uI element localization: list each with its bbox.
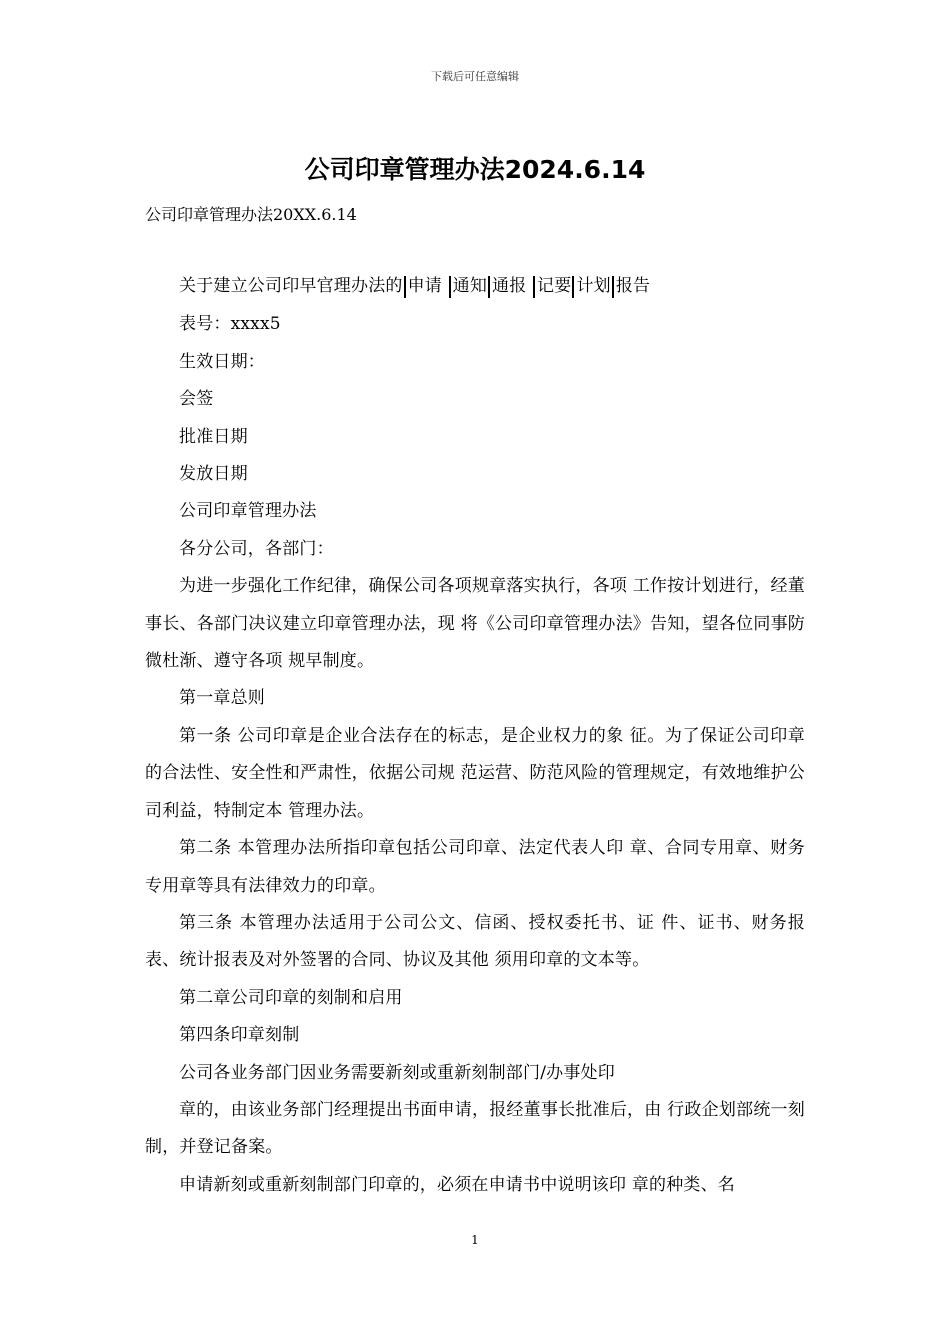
document-type-line xyxy=(145,268,805,306)
paragraph: 第一条 公司印章是企业合法存在的标志，是企业权力的象 征。为了保证公司印章的合法性、安全性和严肃性，依据公司规 范运营、防范风险的管理规定，有效地维护公司利益，特制定本 管理办法。 xyxy=(145,725,805,821)
document-title: 公司印章管理办法2024.6.14 xyxy=(304,155,646,184)
checkbox-2[interactable] xyxy=(488,276,490,298)
chapter-heading: 第一章总则 xyxy=(179,688,265,709)
paragraph: 第二条 本管理办法所指印章包括公司印章、法定代表人印 章、合同专用章、财务专用章等具有法律效力的印章。 xyxy=(145,838,805,896)
checkbox-label-0: 申请 xyxy=(407,276,448,296)
header-note: 下载后可任意编辑 xyxy=(431,70,519,83)
countersign: 会签 xyxy=(179,389,214,410)
page-number: 1 xyxy=(471,1233,479,1247)
paragraph: 申请新刻或重新刻制部门印章的，必须在申请书中说明该印 章的种类、名 xyxy=(179,1174,736,1195)
checkbox-label-5: 报告 xyxy=(615,276,651,296)
salutation: 各分公司，各部门： xyxy=(179,538,334,559)
checkbox-4[interactable] xyxy=(572,276,574,298)
checkbox-label-1: 通知 xyxy=(452,276,488,296)
section-heading: 公司印章管理办法 xyxy=(179,501,317,522)
paragraph: 章的，由该业务部门经理提出书面申请，报经董事长批准后，由 行政企划部统一刻制，并登记备案。 xyxy=(145,1099,805,1158)
issue-date: 发放日期 xyxy=(179,464,248,485)
chapter-heading: 第二章公司印章的刻制和启用 xyxy=(179,987,403,1008)
form-number: 表号：xxxx5 xyxy=(179,314,281,335)
checkbox-label-3: 记要 xyxy=(537,276,572,296)
paragraph: 公司各业务部门因业务需要新刻或重新刻制部门/办事处印 xyxy=(179,1062,615,1083)
document-subtitle: 公司印章管理办法20XX.6.14 xyxy=(145,205,357,224)
checkbox-1[interactable] xyxy=(449,276,451,298)
approval-date: 批准日期 xyxy=(179,426,248,447)
checkbox-3[interactable] xyxy=(533,276,535,298)
checkbox-label-4: 计划 xyxy=(576,276,611,296)
document-body xyxy=(145,268,805,1204)
document-type-prefix: 关于建立公司印早官理办法的 xyxy=(179,276,403,296)
paragraph: 为进一步强化工作纪律，确保公司各项规章落实执行，各项 工作按计划进行，经董事长、各部门决议建立印章管理办法，现 将《公司印章管理办法》告知，望各位同事防微杜渐、遵守各项 规早制度。 xyxy=(145,576,805,672)
checkbox-5[interactable] xyxy=(612,276,614,298)
checkbox-label-2: 通报 xyxy=(492,276,533,296)
paragraph: 第三条 本管理办法适用于公司公文、信函、授权委托书、证 件、证书、财务报表、统计报表及对外签署的合同、协议及其他 须用印章的文本等。 xyxy=(145,912,805,971)
effective-date: 生效日期： xyxy=(179,351,265,372)
article-heading: 第四条印章刻制 xyxy=(179,1025,300,1046)
checkbox-0[interactable] xyxy=(404,276,406,298)
